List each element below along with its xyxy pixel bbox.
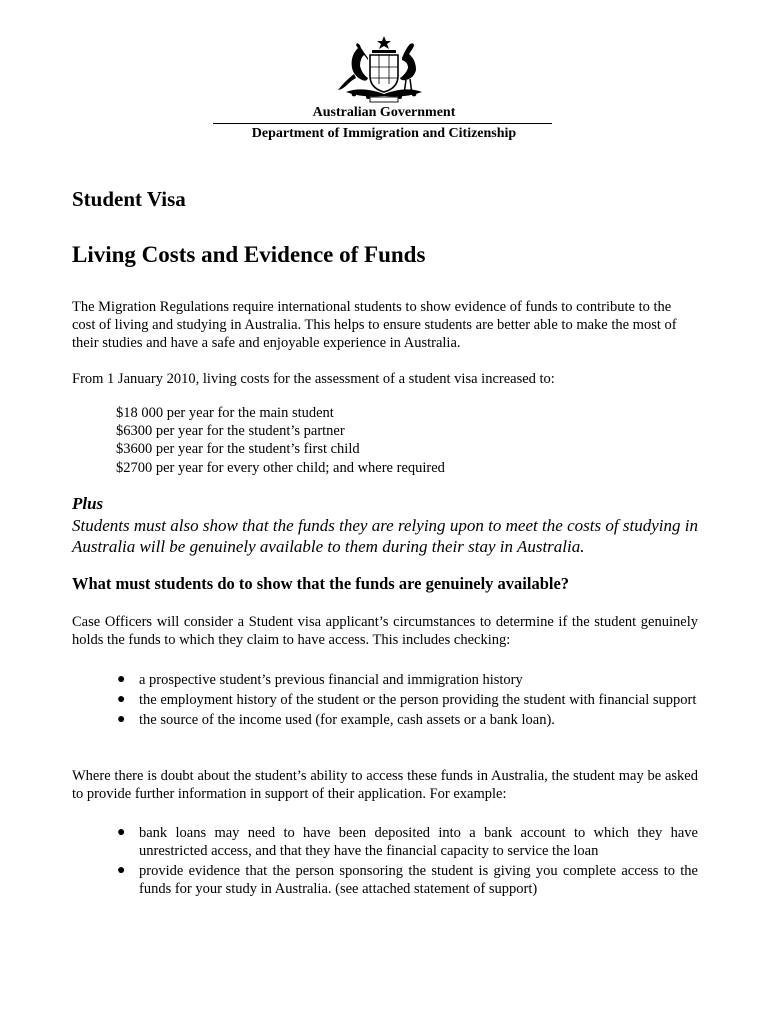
list-item-text: provide evidence that the person sponsoring the student is giving you complete access to the funds for your study in Australia. (see attached statement of support) [139,863,698,897]
plus-paragraph: Students must also show that the funds they are relying upon to meet the costs of studying in Australia will be genuinely available to them during their stay in Australia. [72,516,698,556]
bullet-icon: ● [117,825,126,840]
list-item [72,711,698,729]
list-item [72,862,698,898]
list-item [72,671,698,689]
living-costs-list [116,404,445,477]
cost-item: $3600 per year for the student’s first child [116,441,360,458]
bullet-icon: ● [117,863,126,878]
document-title: Living Costs and Evidence of Funds [72,242,426,267]
list-item-text: the employment history of the student or the person providing the student with financial support [139,692,697,708]
cost-item: $6300 per year for the student’s partner [116,423,345,440]
living-costs-intro: From 1 January 2010, living costs for the assessment of a student visa increased to: [72,371,555,387]
list-item [72,691,698,709]
examples-list [72,824,698,898]
bullet-icon: ● [117,672,126,687]
list-item-text: the source of the income used (for example, cash assets or a bank loan). [139,712,555,728]
document-subtitle: Student Visa [72,187,186,211]
doubt-paragraph: Where there is doubt about the student’s ability to access these funds in Australia, the student may be asked to provide further information in support of their application. For example: [72,768,698,802]
intro-paragraph: The Migration Regulations require international students to show evidence of funds to contribute to the cost of living and studying in Australia. This helps to ensure students are better able to make the most of their studies and have a safe and enjoyable experience in Australia. [72,299,677,351]
case-officers-paragraph: Case Officers will consider a Student visa applicant’s circumstances to determine if the student genuinely holds the funds to which they claim to have access. This includes checking: [72,614,698,648]
bullet-icon: ● [117,692,126,707]
cost-item: $18 000 per year for the main student [116,405,334,421]
header-divider [213,123,552,124]
checks-list [72,671,698,729]
plus-heading: Plus [72,494,104,513]
cost-item: $2700 per year for every other child; and where required [116,459,445,476]
list-item-text: a prospective student’s previous financial and immigration history [139,672,523,688]
list-item [72,824,698,860]
coat-of-arms-icon [332,34,436,104]
bullet-icon: ● [117,712,126,727]
list-item-text: bank loans may need to have been deposited into a bank account to which they have unrestricted access, and that they have the financial capacity to service the loan [139,825,698,859]
government-name: Australian Government [312,105,456,120]
department-name: Department of Immigration and Citizenship [251,126,517,141]
funds-question-heading: What must students do to show that the funds are genuinely available? [72,574,570,593]
